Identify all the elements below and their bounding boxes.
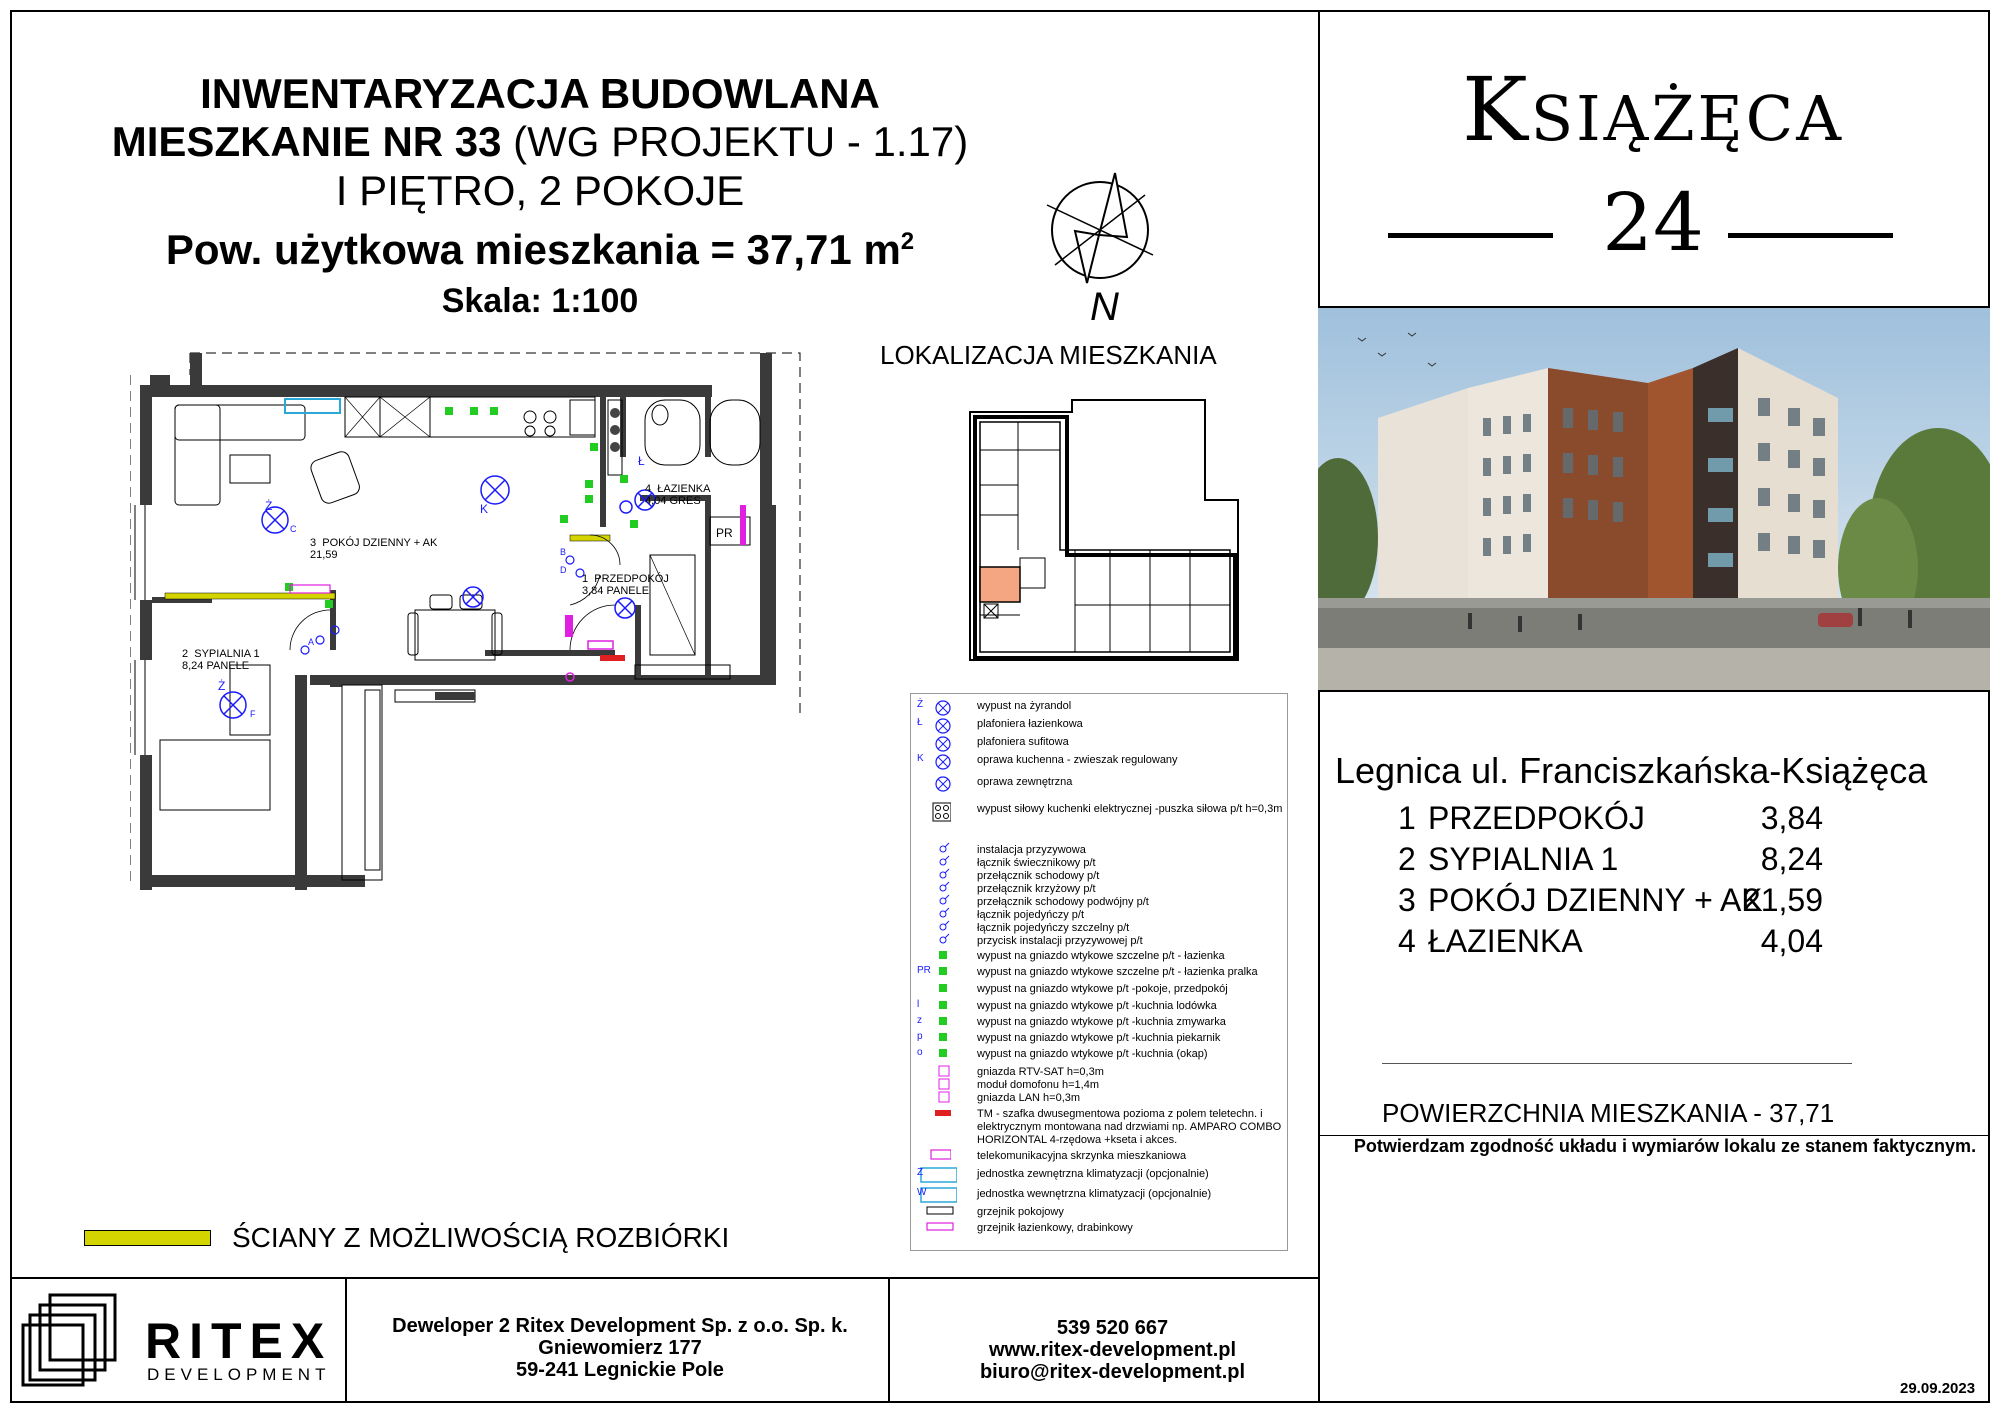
logo-wordmark: RITEX <box>145 1313 333 1369</box>
brand-number: 24 <box>1602 176 1704 269</box>
room-name: PRZEDPOKÓJ <box>1428 800 1645 836</box>
legend-text: wypust na żyrandol <box>977 700 1072 712</box>
legend-symbol-icon <box>917 1186 951 1206</box>
room-area: 8,24 <box>1760 841 1823 877</box>
legend-symbol-letter: Ż <box>917 699 924 710</box>
brand-block <box>1318 58 1988 269</box>
svg-text:K: K <box>480 502 489 516</box>
legend-text: jednostka wewnętrzna klimatyzacji (opcjonalnie) <box>977 1188 1212 1200</box>
legend-item <box>911 1186 1289 1206</box>
legend-item <box>911 1046 1289 1066</box>
legend-text: wypust na gniazdo wtykowe p/t -kuchnia zmywarka <box>977 1016 1226 1028</box>
svg-text:Ż: Ż <box>218 679 226 693</box>
contact-block <box>900 1317 1325 1383</box>
legend-text: TM - szafka dwusegmentowa pozioma z polem teletechn. i elektrycznym montowana nad drzwiami np. AMPARO COMBO HORIZONTAL 4-rzędowa +kseta i akces. <box>977 1108 1282 1146</box>
footer-divider-2 <box>888 1277 890 1403</box>
legend-text: przycisk instalacji przyzywowej p/t <box>977 935 1143 947</box>
svg-text:D: D <box>560 565 567 575</box>
legend-text: przełącznik krzyżowy p/t <box>977 883 1096 895</box>
legend-symbol-letter: Ł <box>917 717 923 728</box>
document-date: 29.09.2023 <box>1900 1380 1976 1397</box>
phone-number: 539 520 667 <box>1056 1317 1169 1339</box>
legend-text: plafoniera łazienkowa <box>977 718 1083 730</box>
title-line-1: INWENTARYZACJA BUDOWLANA <box>200 70 880 117</box>
legend-symbol-letter: l <box>917 999 920 1010</box>
legend-item <box>911 1148 1289 1168</box>
legend-text: jednostka zewnętrzna klimatyzacji (opcjonalnie) <box>977 1168 1209 1180</box>
floor-plan <box>130 345 830 905</box>
svg-text:Ż: Ż <box>265 499 273 513</box>
legend-symbol-letter: K <box>917 753 924 764</box>
brand-dash-right <box>1728 233 1893 238</box>
legend-text: telekomunikacyjna skrzynka mieszkaniowa <box>977 1150 1187 1162</box>
total-area-label: POWIERZCHNIA MIESZKANIA - 37,71 <box>1382 1098 1835 1128</box>
confirmation-text: Potwierdzam zgodność układu i wymiarów lokalu ze stanem faktycznym. <box>1353 1136 1977 1156</box>
address-label: Legnica ul. Franciszkańska-Książęca <box>1335 750 1928 791</box>
legend-text: instalacja przyzywowa <box>977 844 1086 856</box>
legend-text: łącznik świecznikowy p/t <box>977 857 1096 869</box>
rooms-table-row <box>1398 882 1838 922</box>
legend-text: przełącznik schodowy p/t <box>977 870 1100 882</box>
legend-symbol-icon <box>917 734 951 754</box>
legend-text: grzejnik pokojowy <box>977 1206 1064 1218</box>
compass-label: N <box>1090 285 1119 325</box>
room-name: SYPIALNIA 1 <box>1428 841 1619 877</box>
ritex-logo-icon <box>20 1290 125 1395</box>
plan-room-3-label: 3 POKÓJ DZIENNY + AK 21,59 <box>310 537 438 561</box>
svg-text:F: F <box>250 709 256 719</box>
legend-text: plafoniera sufitowa <box>977 736 1069 748</box>
svg-text:C: C <box>290 524 297 534</box>
legend-symbol-letter: z <box>917 1015 922 1026</box>
room-area: 4,04 <box>1760 923 1823 959</box>
legend-symbol-icon <box>917 1046 951 1066</box>
usable-area: Pow. użytkowa mieszkania = 37,71 $m^2$ <box>165 226 915 273</box>
legend-text: przełącznik schodowy podwójny p/t <box>977 896 1149 908</box>
legend-symbol-icon <box>917 1106 951 1126</box>
legend-symbol-icon <box>917 1220 951 1240</box>
footer-divider-1 <box>345 1277 347 1403</box>
legend-symbol-icon <box>917 801 951 821</box>
svg-text:A: A <box>308 637 315 647</box>
legend-symbol-icon <box>917 698 951 718</box>
svg-text:B: B <box>560 547 567 557</box>
legend-text: wypust siłowy kuchenki elektrycznej -puszka siłowa p/t h=0,3m <box>977 803 1283 815</box>
title-line-2: MIESZKANIE NR 33 (WG PROJEKTU - 1.17) <box>111 118 969 165</box>
room-number: 1 <box>1398 800 1416 836</box>
rooms-table-row <box>1398 923 1838 963</box>
legend-text: wypust na gniazdo wtykowe szczelne p/t - łazienka pralka <box>977 966 1258 978</box>
total-divider <box>1382 1063 1852 1064</box>
brand-dash-left <box>1388 233 1553 238</box>
legend-symbol-icon <box>917 1148 951 1168</box>
legend-item <box>911 698 1289 718</box>
logo-subtitle: DEVELOPMENT <box>147 1365 331 1384</box>
legend-item <box>911 734 1289 754</box>
room-area: 21,59 <box>1742 882 1823 918</box>
removable-wall-label: ŚCIANY Z MOŻLIWOŚCIĄ ROZBIÓRKI <box>232 1222 730 1253</box>
plan-room-2-label: 2 SYPIALNIA 1 8,24 PANELE <box>182 648 260 672</box>
room-area: 3,84 <box>1760 800 1823 836</box>
room-number: 3 <box>1398 882 1416 918</box>
legend-text: grzejnik łazienkowy, drabinkowy <box>977 1222 1133 1234</box>
legend-symbol-icon <box>917 752 951 772</box>
legend-text: wypust na gniazdo wtykowe p/t -kuchnia piekarnik <box>977 1032 1221 1044</box>
legend-text: oprawa zewnętrzna <box>977 776 1073 788</box>
legend-symbol-letter: Z <box>917 1167 924 1178</box>
legend-text: wypust na gniazdo wtykowe p/t -kuchnia (okap) <box>977 1048 1208 1060</box>
location-label: LOKALIZACJA MIESZKANIA <box>880 340 1217 370</box>
legend-item <box>911 752 1289 772</box>
legend-text: oprawa kuchenna - zwieszak regulowany <box>977 754 1178 766</box>
removable-wall-swatch <box>84 1230 211 1246</box>
legend-item <box>911 1106 1289 1146</box>
highlighted-apartment <box>980 567 1020 602</box>
room-name: POKÓJ DZIENNY + AK <box>1428 882 1763 918</box>
website-link[interactable]: www.ritex-development.pl <box>988 1339 1237 1361</box>
legend-symbol-letter: o <box>917 1047 923 1058</box>
right-photo-divider <box>1318 690 1990 692</box>
legend-symbol-letter: W <box>917 1187 927 1198</box>
brand-name: Książęca <box>1461 58 1845 161</box>
developer-street: Gniewomierz 177 <box>538 1337 702 1359</box>
legend-item <box>911 801 1289 821</box>
legend-text: gniazda LAN h=0,3m <box>977 1092 1081 1104</box>
legend-text: wypust na gniazdo wtykowe p/t -kuchnia lodówka <box>977 1000 1217 1012</box>
legend-text: łącznik pojedyńczy szczelny p/t <box>977 922 1130 934</box>
room-number: 4 <box>1398 923 1416 959</box>
developer-name: Deweloper 2 Ritex Development Sp. z o.o. Sp. k. <box>392 1315 848 1337</box>
legend-text: gniazda RTV-SAT h=0,3m <box>977 1066 1104 1078</box>
legend-text: łącznik pojedyńczy p/t <box>977 909 1084 921</box>
legend-item <box>911 1220 1289 1240</box>
legend-symbol-letter: p <box>917 1031 923 1042</box>
legend-text: wypust na gniazdo wtykowe szczelne p/t - łazienka <box>977 950 1225 962</box>
legend-text: wypust na gniazdo wtykowe p/t -pokoje, przedpokój <box>977 983 1228 995</box>
legend-symbol-icon <box>917 716 951 736</box>
scale-label: Skala: 1:100 <box>441 282 639 320</box>
building-render-image <box>1318 308 1990 690</box>
developer-address <box>355 1315 885 1381</box>
room-number: 2 <box>1398 841 1416 877</box>
legend-text: moduł domofonu h=1,4m <box>977 1079 1099 1091</box>
legend-item <box>911 1166 1289 1186</box>
legend-symbol-letter: PR <box>917 965 931 976</box>
plan-room-4-label: 4 ŁAZIENKA 4,04 GRES <box>645 483 711 507</box>
title-line-3: I PIĘTRO, 2 POKOJE <box>335 167 745 214</box>
svg-text:Ł: Ł <box>638 454 645 468</box>
electrical-legend <box>910 693 1288 1251</box>
developer-city: 59-241 Legnickie Pole <box>516 1359 724 1381</box>
compass-icon <box>1035 165 1165 325</box>
legend-item <box>911 716 1289 736</box>
footer-divider <box>10 1277 1318 1279</box>
pr-label: PR <box>716 526 733 540</box>
room-name: ŁAZIENKA <box>1428 923 1583 959</box>
legend-symbol-icon <box>917 774 951 794</box>
legend-symbol-icon <box>917 1166 951 1186</box>
rooms-table-row <box>1398 800 1838 840</box>
legend-item <box>911 774 1289 794</box>
email-link[interactable]: biuro@ritex-development.pl <box>979 1361 1246 1383</box>
rooms-table-row <box>1398 841 1838 881</box>
title-block <box>40 70 1040 326</box>
location-key-plan <box>960 390 1250 675</box>
plan-room-1-label: 1 PRZEDPOKÓJ 3,84 PANELE <box>582 573 669 597</box>
